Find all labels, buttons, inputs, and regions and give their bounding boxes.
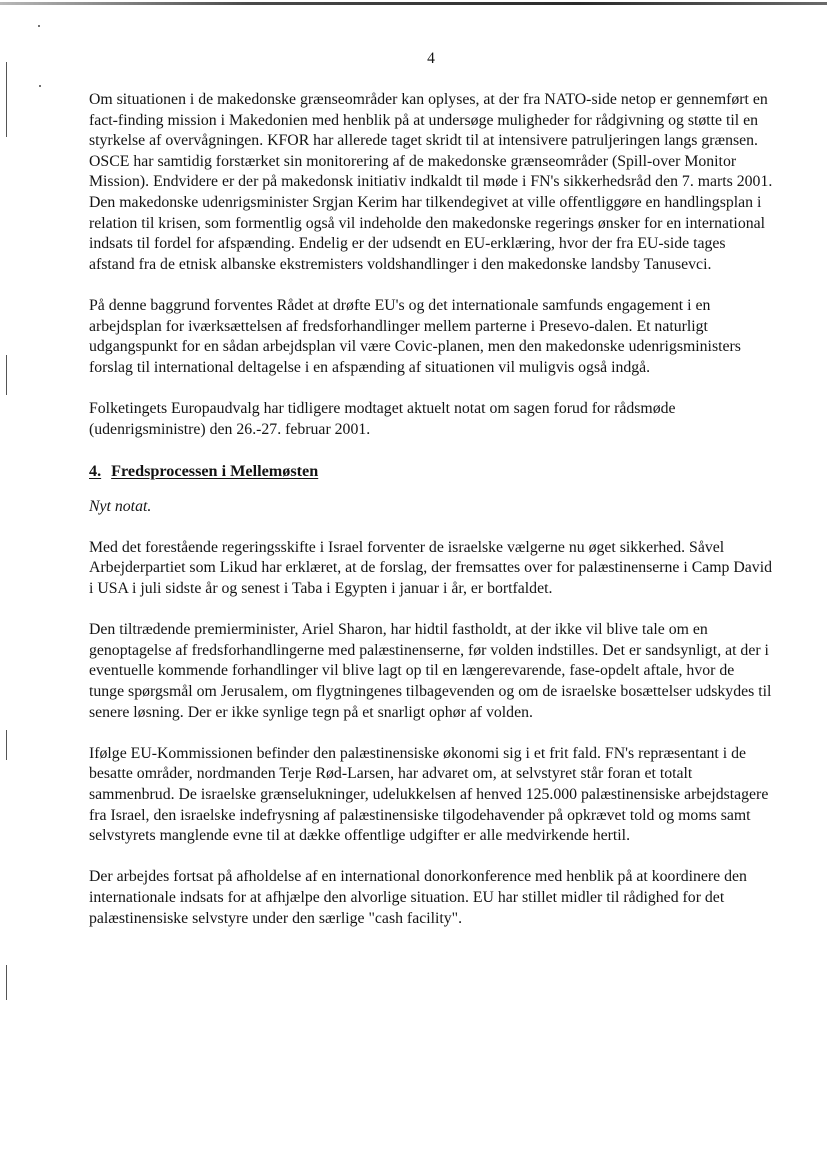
- scan-margin-mark: [6, 730, 7, 760]
- note-label: Nyt notat.: [89, 498, 152, 516]
- paragraph: Der arbejdes fortsat på afholdelse af en international donorkonference med henblik på at koordinere den internationale indsats for at afhjælpe den alvorlige situation. EU har stillet midler til rådighed for det palæstinensiske selvstyre under den særlige "cash facility".: [89, 868, 747, 927]
- paragraph: Om situationen i de makedonske grænseområder kan oplyses, at der fra NATO-side netop er gennemført en fact-finding mission i Makedonien med henblik på at undersøge muligheder for rådgivning og støtte til en styrkelse af overvågningen. KFOR har allerede taget skridt til at intensivere patruljeringen langs grænsen. OSCE har samtidig forstærket sin monitorering af de makedonske grænseområder (Spill-over Monitor Mission). Endvidere er der på makedonsk initiativ indkaldt til møde i FN's sikkerhedsråd den 7. marts 2001. Den makedonske udenrigsminister Srgjan Kerim har tilkendegivet at ville offentliggøre en handlingsplan i relation til krisen, som formentlig også vil indeholde den makedonske regerings ønsker for en international indsats til fordel for afspænding. Endelig er der udsendt en EU-erklæring, hvor der fra EU-side tages afstand fra de etnisk albanske ekstremisters voldshandlinger i den makedonske landsby Tanusevci.: [89, 91, 773, 273]
- paragraph: Folketingets Europaudvalg har tidligere modtaget aktuelt notat om sagen forud for rådsmøde (udenrigsministre) den 26.-27. februar 2001.: [89, 399, 676, 438]
- scan-margin-mark: [6, 62, 7, 137]
- document-body: [89, 90, 773, 950]
- paragraph: Den tiltrædende premierminister, Ariel Sharon, har hidtil fastholdt, at der ikke vil blive tale om en genoptagelse af fredsforhandlingerne med palæstinenserne, før volden indstilles. Det er sandsynligt, at der i eventuelle kommende forhandlinger vil blive lagt op til en længerevarende, fase-opdelt aftale, hvor de tunge spørgsmål om Jerusalem, om flygtningenes tilbagevenden og om de israelske bosættelser udskydes til senere løsning. Der er ikke synlige tegn på et snarligt ophør af volden.: [89, 621, 772, 721]
- page-number: 4: [427, 50, 435, 67]
- scan-speck: [38, 25, 40, 27]
- section-title: Fredsprocessen i Mellemøsten: [111, 461, 319, 480]
- scan-margin-mark: [6, 355, 7, 395]
- paragraph: På denne baggrund forventes Rådet at drøfte EU's og det internationale samfunds engagement i en arbejdsplan for iværksættelsen af fredsforhandlinger mellem parterne i Presevo-dalen. Et naturligt udgangspunkt for en sådan arbejdsplan vil være Covic-planen, men den makedonske udenrigsministers forslag til international deltagelse i en afspænding af situationen vil muligvis også indgå.: [89, 296, 741, 376]
- scan-margin-mark: [6, 965, 7, 1000]
- paragraph: Med det forestående regeringsskifte i Israel forventer de israelske vælgerne nu øget sikkerhed. Såvel Arbejderpartiet som Likud har erklæret, at de forslag, der fremsattes over for palæstinenserne i Camp David i USA i juli sidste år og senest i Taba i Egypten i januar i år, er bortfaldet.: [89, 538, 772, 598]
- section-heading: [89, 461, 773, 482]
- section-number: 4.: [89, 461, 102, 480]
- scan-top-rule: [0, 2, 827, 5]
- scan-speck: [39, 85, 41, 87]
- paragraph: Ifølge EU-Kommissionen befinder den palæstinensiske økonomi sig i et frit fald. FN's repræsentant i de besatte områder, nordmanden Terje Rød-Larsen, har advaret om, at selvstyret står foran et totalt sammenbrud. De israelske grænselukninger, udelukkelsen af henved 125.000 palæstinensiske arbejdstagere fra Israel, den israelske indefrysning af palæstinensiske tilgodehavender på opkrævet told og moms samt selvstyrets manglende evne til at dække offentlige udgifter er alle medvirkende hertil.: [89, 744, 769, 845]
